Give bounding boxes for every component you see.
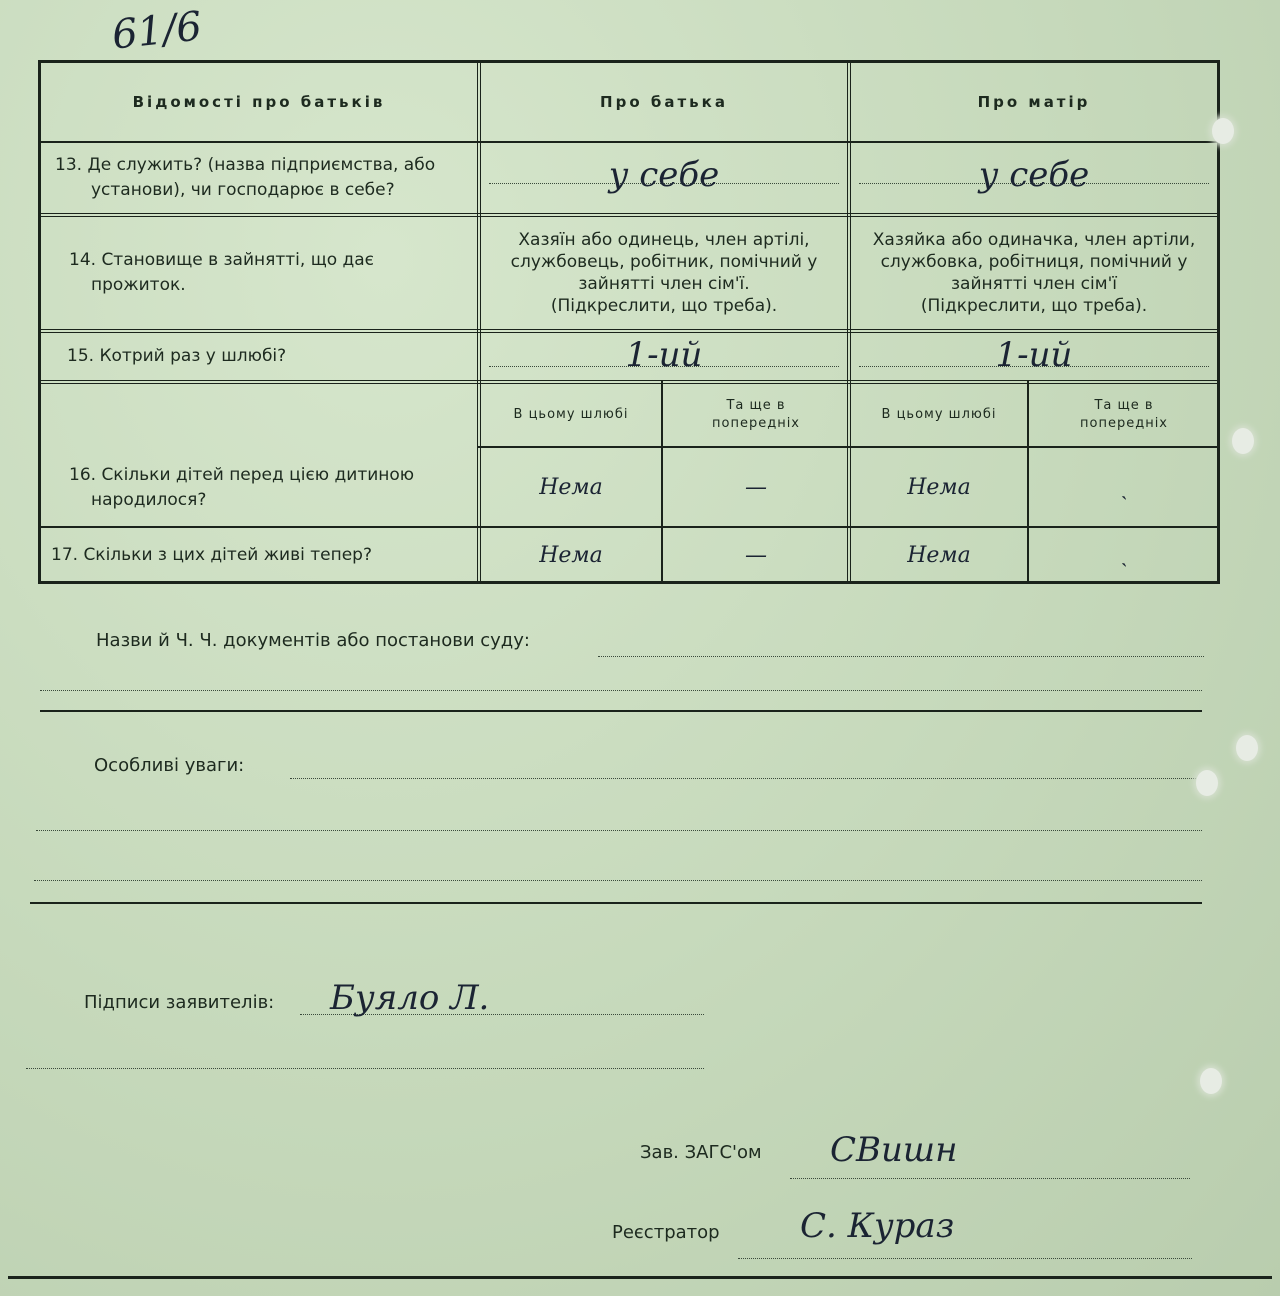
q14-mother-options-cell [851,217,1217,329]
q14-father-options: Хазяїн або одинець, член артілі, службовець, робітник, помічний у зайнятті член сім'ї. [510,230,818,294]
question-14: 14. Становище в зайнятті, що дає прожиток. [69,250,375,295]
page-number: 61/6 [109,3,204,59]
father-previous-header: Та ще в попередніх [712,397,800,431]
question-17: 17. Скільки з цих дітей живі тепер? [51,544,372,565]
q14-mother-note: (Підкреслити, що треба). [920,296,1148,316]
question-15: 15. Котрий раз у шлюбі? [67,346,287,366]
notes-label: Особливі уваги: [94,755,245,776]
q13-father-answer: у себе [608,155,720,195]
q17-father-prev: — [745,542,767,568]
q16-father-this: Нема [539,475,603,500]
zags-head-signature: СВишн [830,1130,958,1170]
q14-father-note: (Підкреслити, що треба). [550,296,778,316]
q14-mother-options: Хазяйка або одиначка, член артіли, службовка, робітниця, помічний у зайнятті член сім'ї [872,230,1196,294]
question-16: 16. Скільки дітей перед цією дитиною народилося? [69,464,415,510]
q16-father-prev: — [745,475,767,500]
q13-mother-answer: у себе [978,155,1090,195]
zags-head-label: Зав. ЗАГС'ом [640,1142,762,1163]
punch-hole [1232,428,1254,454]
registrar-signature: С. Кураз [800,1206,955,1246]
documents-label: Назви й Ч. Ч. документів або постанови суду: [96,630,530,651]
q14-father-options-cell [481,217,847,329]
q17-mother-this: Нема [907,542,971,568]
applicant-signature: Буяло Л. [330,978,490,1018]
header-info-about-parents: Відомості про батьків [132,93,386,111]
q17-mother-prev: ˎ [1120,543,1128,568]
mother-this-marriage-header: В цьому шлюбі [881,406,997,422]
q16-mother-this: Нема [907,475,971,500]
mother-previous-header: Та ще в попередніх [1080,397,1168,431]
applicants-label: Підписи заявителів: [84,992,275,1013]
question-13: 13. Де служить? (назва підприємства, або установи), чи господарює в себе? [55,155,436,200]
father-this-marriage-header: В цьому шлюбі [513,406,629,422]
q17-father-this: Нема [539,542,603,568]
punch-hole [1212,118,1234,144]
header-about-father: Про батька [600,93,728,111]
registrar-label: Реєстратор [612,1222,720,1243]
punch-hole [1200,1068,1222,1094]
q15-mother-answer: 1-ий [995,335,1073,375]
parents-info-table [38,60,1220,584]
header-about-mother: Про матір [977,93,1091,111]
punch-hole [1236,735,1258,761]
punch-hole [1196,770,1218,796]
q16-mother-prev: ˎ [1120,475,1128,501]
q15-father-answer: 1-ий [625,335,703,375]
